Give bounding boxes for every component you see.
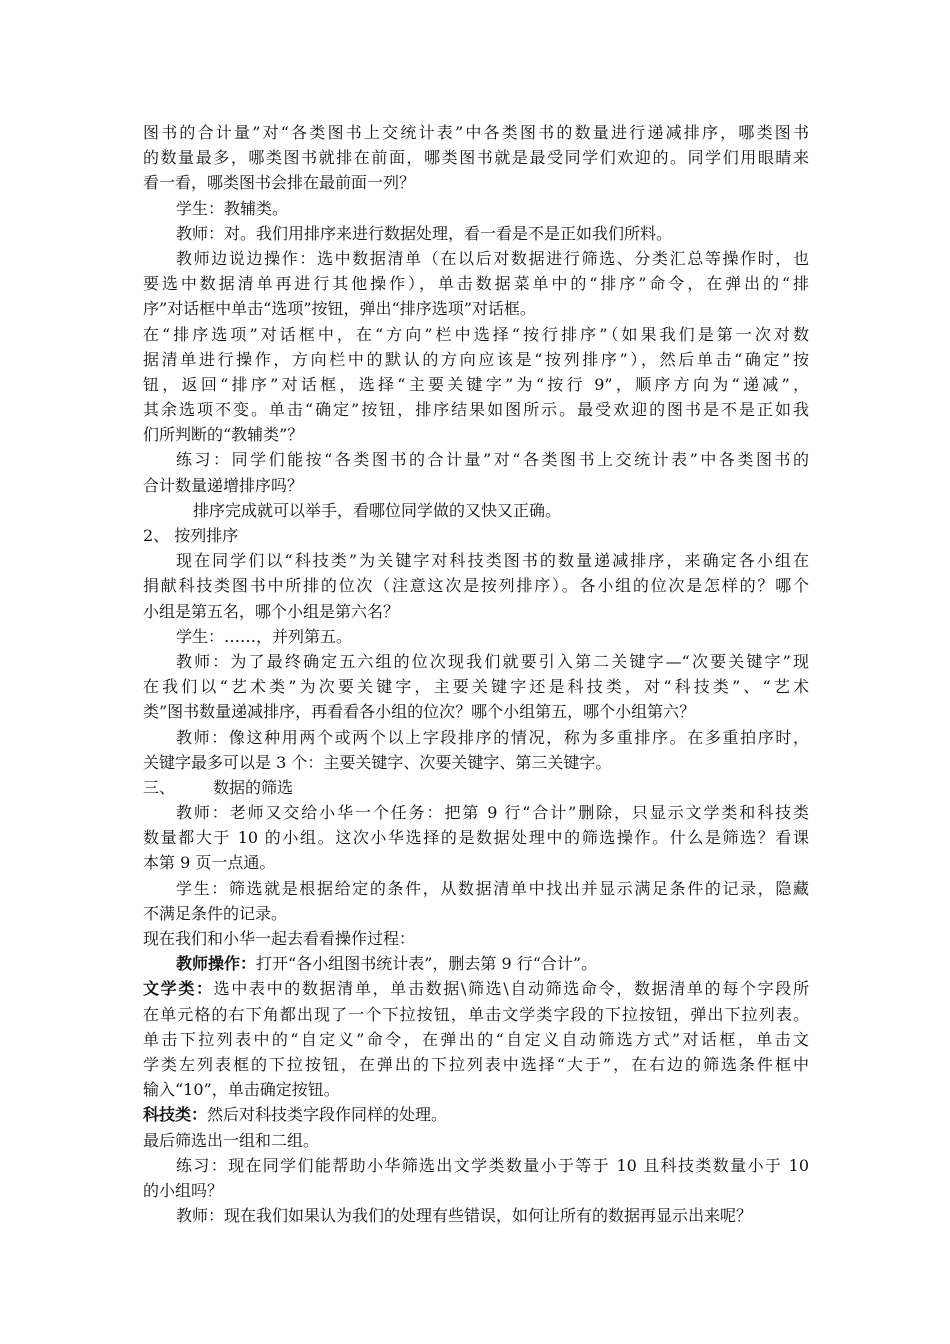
text-line [143, 1102, 809, 1127]
line-text: 教师：对。我们用排序来进行数据处理，看一看是不是正如我们所料。 [176, 223, 673, 243]
text-line [143, 926, 809, 951]
document-page [143, 120, 809, 1228]
line-text: 现在我们和小华一起去看看操作过程： [143, 929, 416, 948]
text-line [143, 447, 809, 472]
text-line [143, 347, 809, 372]
text-line [143, 649, 809, 674]
line-text: 输入“10”，单击确定按钮。 [143, 1080, 340, 1100]
text-line [143, 699, 809, 724]
text-line [143, 523, 809, 548]
line-text: 三、 [143, 777, 176, 797]
line-text: 在我们以“艺术类”为次要关键字，主要关键字还是科技类，对“科技类”、“艺术 [143, 677, 809, 697]
line-text: 教师边说边操作：选中数据清单（在以后对数据进行筛选、分类汇总等操作时，也 [176, 248, 809, 268]
text-line [143, 1203, 809, 1228]
line-text: 图书的合计量”对“各类图书上交统计表”中各类图书的数量进行递减排序，哪类图书 [143, 123, 809, 142]
line-text: 教师：现在我们如果认为我们的处理有些错误，如何让所有的数据再显示出来呢？ [176, 1206, 753, 1226]
text-line [143, 246, 809, 271]
text-line [143, 397, 809, 422]
line-text: 2、 按列排序 [143, 526, 239, 545]
line-text: 小组是第五名，哪个小组是第六名？ [143, 601, 400, 621]
line-text: 教师：像这种用两个或两个以上字段排序的情况，称为多重排序。在多重拍序时， [176, 727, 809, 747]
line-text: 打开“各小组图书统计表”，删去第 9 行“合计”。 [256, 954, 598, 974]
text-line [143, 825, 809, 850]
text-line [143, 1077, 809, 1102]
text-line [143, 498, 809, 523]
heading-title: 数据的筛选 [213, 777, 294, 797]
text-line [143, 322, 809, 347]
text-line [143, 1153, 809, 1178]
text-line [143, 725, 809, 750]
line-text: 其余选项不变。单击“确定”按钮，排序结果如图所示。最受欢迎的图书是不是正如我 [143, 400, 809, 420]
text-line [143, 951, 809, 976]
text-line [143, 1178, 809, 1203]
text-line [143, 473, 809, 498]
bold-label: 教师操作： [176, 954, 257, 974]
line-text: 选中表中的数据清单，单击数据\筛选\自动筛选命令，数据清单的每个字段所 [213, 979, 809, 999]
text-line [143, 800, 809, 825]
line-text: 现在同学们以“科技类”为关键字对科技类图书的数量递减排序，来确定各小组在 [176, 551, 809, 571]
text-line [143, 196, 809, 221]
line-text: 学生：……，并列第五。 [176, 626, 353, 646]
text-line [143, 674, 809, 699]
line-text: 的数量最多，哪类图书就排在前面，哪类图书就是最受同学们欢迎的。同学们用眼睛来 [143, 148, 809, 168]
text-line [143, 271, 809, 296]
line-text: 本第 9 页一点通。 [143, 853, 276, 873]
line-text: 据清单进行操作，方向栏中的默认的方向应该是“按列排序”），然后单击“确定”按 [143, 349, 809, 369]
line-text: 的小组吗？ [143, 1180, 224, 1200]
line-text: 类”图书数量递减排序，再看看各小组的位次？哪个小组第五，哪个小组第六？ [143, 702, 696, 722]
line-text: 单击下拉列表中的“自定义”命令，在弹出的“自定义自动筛选方式”对话框，单击文 [143, 1029, 809, 1049]
line-text: 最后筛选出一组和二组。 [143, 1130, 320, 1150]
text-line [143, 145, 809, 170]
line-text: 们所判断的“教辅类”？ [143, 425, 304, 445]
line-text: 在单元格的右下角都出现了一个下拉按钮，单击文学类字段的下拉按钮，弹出下拉列表。 [143, 1004, 809, 1024]
text-line [143, 850, 809, 875]
line-text: 序”对话框中单击“选项”按钮，弹出“排序选项”对话框。 [143, 299, 536, 319]
line-text: 学生：教辅类。 [176, 198, 289, 218]
text-line [143, 876, 809, 901]
line-text: 学类左列表框的下拉按钮，在弹出的下拉列表中选择“大于”，在右边的筛选条件框中 [143, 1054, 809, 1074]
line-text: 教师：为了最终确定五六组的位次现我们就要引入第二关键字—“次要关键字”现 [176, 651, 809, 671]
line-text: 数量都大于 10 的小组。这次小华选择的是数据处理中的筛选操作。什么是筛选？看课 [143, 828, 809, 848]
text-line [143, 221, 809, 246]
text-line [143, 1027, 809, 1052]
line-text: 钮，返回“排序”对话框，选择“主要关键字”为“按行 9”，顺序方向为“递减”， [143, 374, 809, 394]
line-text: 练习：同学们能按“各类图书的合计量”对“各类图书上交统计表”中各类图书的 [176, 450, 809, 470]
text-line [143, 1128, 809, 1153]
text-line [143, 624, 809, 649]
line-text: 看一看，哪类图书会排在最前面一列？ [143, 173, 416, 193]
line-text: 在“排序选项”对话框中，在“方向”栏中选择“按行排序”（如果我们是第一次对数 [143, 324, 809, 344]
line-text: 要选中数据清单再进行其他操作），单击数据菜单中的“排序”命令，在弹出的“排 [143, 274, 809, 294]
line-text: 然后对科技类字段作同样的处理。 [207, 1105, 448, 1125]
text-line [143, 976, 809, 1001]
text-line [143, 1052, 809, 1077]
line-text: 教师：老师又交给小华一个任务：把第 9 行“合计”删除，只显示文学类和科技类 [176, 803, 809, 823]
line-text: 关键字最多可以是 3 个：主要关键字、次要关键字、第三关键字。 [143, 752, 612, 772]
text-line [143, 901, 809, 926]
text-line [143, 1002, 809, 1027]
line-text: 学生：筛选就是根据给定的条件，从数据清单中找出并显示满足条件的记录，隐藏 [176, 878, 809, 898]
bold-label: 科技类： [143, 1105, 208, 1125]
text-line [143, 422, 809, 447]
line-text: 捐献科技类图书中所排的位次（注意这次是按列排序）。各小组的位次是怎样的？哪个 [143, 576, 809, 596]
text-line [143, 120, 809, 145]
text-line [143, 296, 809, 321]
line-text: 排序完成就可以举手，看哪位同学做的又快又正确。 [193, 500, 562, 520]
line-text: 不满足条件的记录。 [143, 903, 288, 923]
text-line [143, 548, 809, 573]
text-line [143, 750, 809, 775]
text-line [143, 573, 809, 598]
line-text: 练习：现在同学们能帮助小华筛选出文学类数量小于等于 10 且科技类数量小于 10 [176, 1155, 809, 1175]
bold-label: 文学类： [143, 979, 214, 999]
text-line [143, 170, 809, 195]
line-text: 合计数量递增排序吗？ [143, 475, 304, 495]
text-line [143, 599, 809, 624]
text-line [143, 372, 809, 397]
section-heading [143, 775, 809, 800]
